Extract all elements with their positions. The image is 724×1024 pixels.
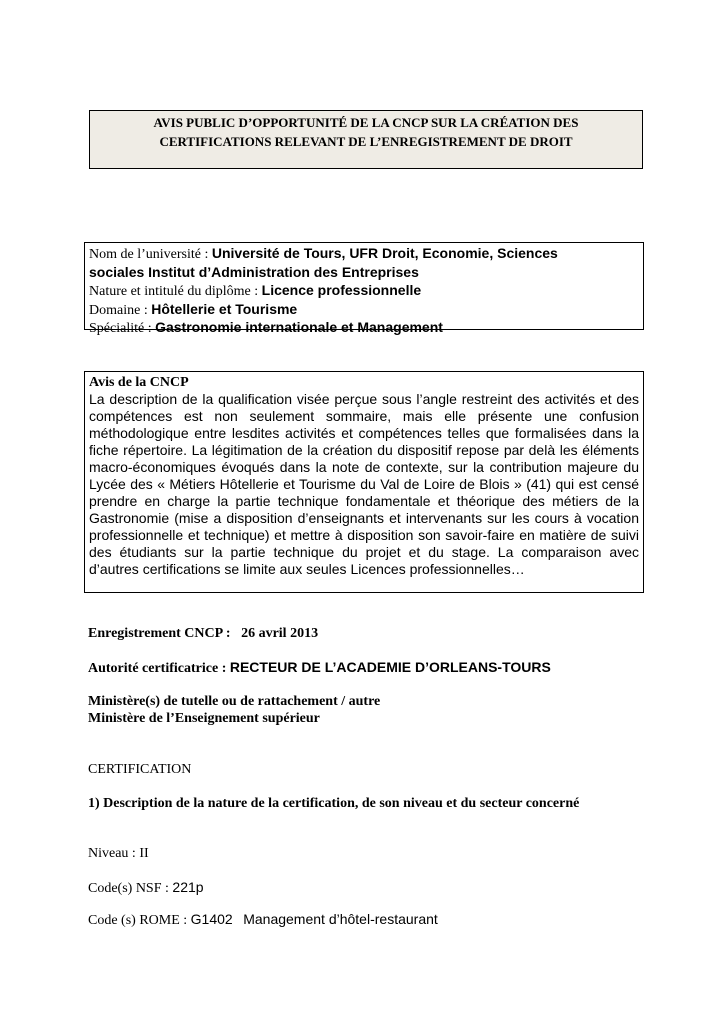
title-line-1: AVIS PUBLIC D’OPPORTUNITÉ DE LA CNCP SUR LA CRÉATION DES [153, 115, 579, 130]
avis-heading: Avis de la CNCP [89, 375, 189, 390]
autorite-label: Autorité certificatrice : [88, 661, 230, 676]
universite-value-cont: sociales Institut d’Administration des Entreprises [89, 263, 419, 280]
enregistrement-label: Enregistrement CNCP : [88, 626, 231, 641]
section-1-heading: 1) Description de la nature de la certification, de son niveau et du secteur concerné [88, 796, 580, 811]
title-box [89, 110, 643, 169]
enregistrement-date: 26 avril 2013 [241, 626, 319, 641]
autorite-line [88, 659, 551, 677]
domaine-row [89, 301, 639, 320]
diplome-row [89, 282, 639, 301]
nsf-label: Code(s) NSF : [88, 881, 173, 896]
universite-row-2 [89, 264, 639, 283]
ministere-line-1: Ministère(s) de tutelle ou de rattachement / autre [88, 694, 381, 709]
rome-text: Management d’hôtel-restaurant [243, 911, 438, 927]
avis-cncp-box [84, 371, 644, 593]
specialite-value: Gastronomie internationale et Management [155, 319, 443, 335]
certification-heading: CERTIFICATION [88, 762, 192, 777]
rome-line [88, 911, 438, 929]
title-line-2: CERTIFICATIONS RELEVANT DE L’ENREGISTREMENT DE DROIT [159, 134, 573, 149]
nsf-value: 221p [172, 879, 204, 895]
ministere-line-2: Ministère de l’Enseignement supérieur [88, 711, 320, 726]
diploma-info-box [84, 242, 644, 336]
specialite-row [89, 319, 639, 338]
rome-label: Code (s) ROME : [88, 913, 191, 928]
niveau-line: Niveau : II [88, 846, 149, 861]
autorite-value: RECTEUR DE L’ACADEMIE D’ORLEANS-TOURS [229, 659, 551, 675]
universite-value: Université de Tours, UFR Droit, Economie, Sciences [211, 245, 558, 261]
diplome-label: Nature et intitulé du diplôme : [89, 284, 262, 299]
avis-text: La description de la qualification visée perçue sous l’angle restreint des activités et des compétences est non seulement sommaire, mais elle présente une confusion méthodologique entre lesdites activités et compétences telles que formalisées dans la fiche répertoire. La légitimation de la création du dispositif repose par delà les éléments macro-économiques évoqués dans la note de contexte, sur la contribution majeure du Lycée des « Métiers Hôtellerie et Tourisme du Val de Loire de Blois » (41) qui est censé prendre en charge la partie technique fondamentale et théorique des métiers de la Gastronomie (mise a disposition d’enseignants et intervenants sur les cours à vocation professionnelle et technique) et mettre à disposition son savoir-faire en matière de suivi des étudiants sur la partie technique du projet et du stage. La comparaison avec d’autres certifications se limite aux seules Licences professionnelles… [89, 391, 639, 577]
diplome-value: Licence professionnelle [261, 282, 422, 298]
rome-code: G1402 [190, 911, 233, 927]
domaine-label: Domaine : [89, 302, 152, 318]
nsf-line [88, 879, 204, 897]
specialite-label: Spécialité : [89, 321, 156, 336]
enregistrement-line [88, 626, 318, 642]
universite-label: Nom de l’université : [89, 247, 212, 262]
domaine-value: Hôtellerie et Tourisme [151, 300, 298, 317]
universite-row [89, 245, 639, 264]
